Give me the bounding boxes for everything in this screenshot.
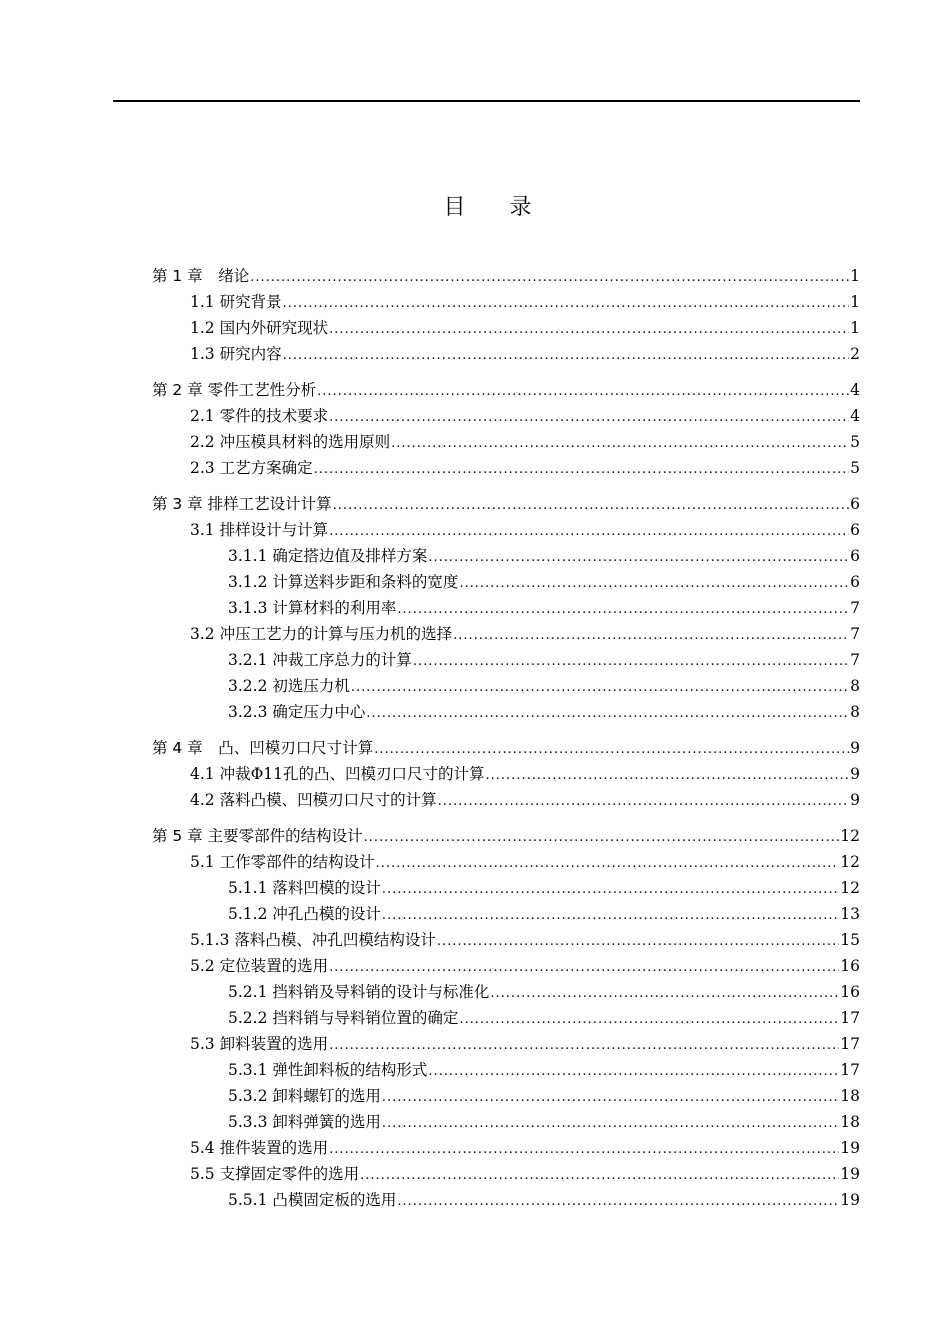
toc-entry-label: 3.2.2 初选压力机 (228, 677, 350, 695)
toc-dot-leader (397, 597, 849, 623)
toc-entry-page: 5 (850, 459, 860, 477)
toc-entry-page: 13 (840, 905, 860, 923)
toc-dot-leader (490, 981, 839, 1007)
toc-entry-page: 12 (840, 853, 860, 871)
toc-entry-page: 2 (850, 345, 860, 363)
toc-entry-label: 1.2 国内外研究现状 (190, 319, 329, 337)
toc-entry[interactable] (190, 341, 860, 367)
toc-entry[interactable] (190, 927, 860, 953)
toc-entry-label: 5.4 推件装置的选用 (190, 1139, 329, 1157)
toc-entry[interactable] (190, 315, 860, 341)
toc-entry-page: 1 (850, 293, 860, 311)
toc-entry-label: 第 2 章 零件工艺性分析 (152, 381, 317, 399)
toc-dot-leader (397, 1189, 839, 1215)
toc-entry-label: 第 4 章 凸、凹模刃口尺寸计算 (152, 739, 374, 757)
toc-dot-leader (428, 545, 849, 571)
toc-entry[interactable] (228, 673, 860, 699)
toc-entry[interactable] (152, 491, 860, 517)
toc-dot-leader (376, 851, 840, 877)
toc-entry-page: 18 (840, 1113, 860, 1131)
toc-dot-leader (391, 431, 849, 457)
toc-entry[interactable] (228, 901, 860, 927)
toc-dot-leader (428, 1059, 839, 1085)
header-rule (113, 100, 860, 102)
toc-entry[interactable] (228, 543, 860, 569)
toc-dot-leader (453, 623, 849, 649)
toc-entry-page: 8 (850, 703, 860, 721)
toc-entry-page: 4 (850, 407, 860, 425)
toc-dot-leader (459, 1007, 839, 1033)
toc-entry-page: 8 (850, 677, 860, 695)
toc-entry-page: 16 (840, 983, 860, 1001)
toc-dot-leader (438, 789, 850, 815)
toc-entry[interactable] (190, 517, 860, 543)
toc-entry-label: 3.1.1 确定搭边值及排样方案 (228, 547, 428, 565)
toc-dot-leader (382, 877, 839, 903)
toc-dot-leader (360, 1163, 839, 1189)
toc-entry[interactable] (152, 823, 860, 849)
toc-entry-label: 3.2.1 冲裁工序总力的计算 (228, 651, 412, 669)
toc-entry-page: 5 (850, 433, 860, 451)
toc-entry-page: 17 (840, 1035, 860, 1053)
toc-dot-leader (437, 929, 839, 955)
toc-entry[interactable] (152, 263, 860, 289)
toc-entry-page: 19 (840, 1165, 860, 1183)
toc-entry[interactable] (228, 595, 860, 621)
toc-entry-page: 17 (840, 1061, 860, 1079)
toc-entry-label: 4.2 落料凸模、凹模刃口尺寸的计算 (190, 791, 437, 809)
toc-entry-page: 7 (850, 599, 860, 617)
toc-dot-leader (329, 519, 849, 545)
toc-entry-page: 7 (850, 625, 860, 643)
toc-entry-page: 6 (850, 573, 860, 591)
toc-dot-leader (382, 1111, 839, 1137)
toc-entry[interactable] (228, 979, 860, 1005)
toc-dot-leader (351, 675, 849, 701)
toc-entry[interactable] (190, 1161, 860, 1187)
toc-entry[interactable] (228, 875, 860, 901)
toc-entry[interactable] (190, 787, 860, 813)
toc-entry-page: 6 (850, 521, 860, 539)
toc-entry-label: 5.3.3 卸料弹簧的选用 (228, 1113, 381, 1131)
toc-dot-leader (329, 1033, 839, 1059)
toc-entry[interactable] (190, 403, 860, 429)
toc-entry-label: 5.1 工作零部件的结构设计 (190, 853, 375, 871)
toc-dot-leader (486, 763, 850, 789)
toc-dot-leader (329, 1137, 839, 1163)
toc-dot-leader (329, 405, 849, 431)
toc-entry-label: 5.5.1 凸模固定板的选用 (228, 1191, 397, 1209)
toc-entry-page: 12 (840, 827, 860, 845)
toc-entry-page: 19 (840, 1139, 860, 1157)
toc-entry-page: 12 (840, 879, 860, 897)
toc-entry-label: 1.1 研究背景 (190, 293, 282, 311)
toc-entry-page: 6 (850, 547, 860, 565)
toc-entry[interactable] (152, 735, 860, 761)
toc-entry[interactable] (190, 429, 860, 455)
toc-entry-page: 4 (850, 381, 860, 399)
toc-entry[interactable] (228, 699, 860, 725)
toc-entry[interactable] (190, 849, 860, 875)
toc-entry-label: 5.2.2 挡料销与导料销位置的确定 (228, 1009, 459, 1027)
toc-entry-page: 17 (840, 1009, 860, 1027)
toc-entry-label: 3.1 排样设计与计算 (190, 521, 329, 539)
toc-entry-label: 5.1.3 落料凸模、冲孔凹模结构设计 (190, 931, 436, 949)
toc-entry-label: 5.3.2 卸料螺钉的选用 (228, 1087, 381, 1105)
toc-entry-page: 18 (840, 1087, 860, 1105)
toc-entry-label: 2.2 冲压模具材料的选用原则 (190, 433, 391, 451)
toc-entry-page: 9 (850, 739, 860, 757)
toc-entry[interactable] (228, 1109, 860, 1135)
toc-entry-label: 2.3 工艺方案确定 (190, 459, 313, 477)
page-title (0, 190, 950, 221)
toc-dot-leader (329, 317, 849, 343)
toc-entry[interactable] (190, 1031, 860, 1057)
toc-entry-label: 5.2.1 挡料销及导料销的设计与标准化 (228, 983, 490, 1001)
toc-entry-label: 5.3.1 弹性卸料板的结构形式 (228, 1061, 428, 1079)
toc-entry[interactable] (228, 569, 860, 595)
toc-dot-leader (283, 343, 850, 369)
toc-dot-leader (250, 265, 849, 291)
toc-entry-label: 3.1.3 计算材料的利用率 (228, 599, 397, 617)
toc-entry[interactable] (190, 455, 860, 481)
toc-dot-leader (314, 457, 850, 483)
toc-entry-label: 5.1.1 落料凹模的设计 (228, 879, 381, 897)
toc-dot-leader (364, 825, 840, 851)
toc-entry-page: 7 (850, 651, 860, 669)
toc-entry-page: 1 (850, 319, 860, 337)
toc-entry-page: 6 (850, 495, 860, 513)
toc-entry-label: 2.1 零件的技术要求 (190, 407, 329, 425)
toc-entry-page: 1 (850, 267, 860, 285)
toc-entry-label: 第 3 章 排样工艺设计计算 (152, 495, 332, 513)
title-part-2: 录 (509, 195, 532, 220)
toc-entry-label: 5.5 支撑固定零件的选用 (190, 1165, 360, 1183)
toc-entry-label: 3.2.3 确定压力中心 (228, 703, 366, 721)
toc-entry[interactable] (190, 953, 860, 979)
toc-dot-leader (366, 701, 849, 727)
toc-entry-label: 5.1.2 冲孔凸模的设计 (228, 905, 381, 923)
toc-entry[interactable] (228, 1187, 860, 1213)
toc-entry[interactable] (228, 647, 860, 673)
toc-dot-leader (459, 571, 849, 597)
toc-dot-leader (374, 737, 849, 763)
toc-dot-leader (317, 379, 849, 405)
toc-entry-label: 3.2 冲压工艺力的计算与压力机的选择 (190, 625, 453, 643)
toc-entry[interactable] (228, 1005, 860, 1031)
toc-entry-label: 5.3 卸料装置的选用 (190, 1035, 329, 1053)
toc-entry[interactable] (190, 1135, 860, 1161)
toc-entry-label: 4.1 冲裁Φ11孔的凸、凹模刃口尺寸的计算 (190, 765, 485, 783)
toc-dot-leader (382, 1085, 839, 1111)
title-part-1: 目 (443, 195, 466, 220)
toc-dot-leader (382, 903, 839, 929)
toc-entry-label: 第 5 章 主要零部件的结构设计 (152, 827, 363, 845)
toc-entry-label: 3.1.2 计算送料步距和条料的宽度 (228, 573, 459, 591)
toc-entry-page: 9 (850, 765, 860, 783)
toc-entry-page: 15 (840, 931, 860, 949)
toc-entry-page: 9 (850, 791, 860, 809)
toc-dot-leader (333, 493, 849, 519)
toc-dot-leader (283, 291, 850, 317)
toc-entry[interactable] (190, 289, 860, 315)
toc-entry-label: 第 1 章 绪论 (152, 267, 250, 285)
toc-entry-page: 16 (840, 957, 860, 975)
toc-entry[interactable] (190, 761, 860, 787)
toc-entry-label: 5.2 定位装置的选用 (190, 957, 329, 975)
toc-entry[interactable] (228, 1057, 860, 1083)
toc-entry[interactable] (152, 377, 860, 403)
toc-dot-leader (329, 955, 839, 981)
toc-entry[interactable] (190, 621, 860, 647)
toc-dot-leader (413, 649, 849, 675)
toc-entry[interactable] (228, 1083, 860, 1109)
toc-entry-page: 19 (840, 1191, 860, 1209)
toc-entry-label: 1.3 研究内容 (190, 345, 282, 363)
